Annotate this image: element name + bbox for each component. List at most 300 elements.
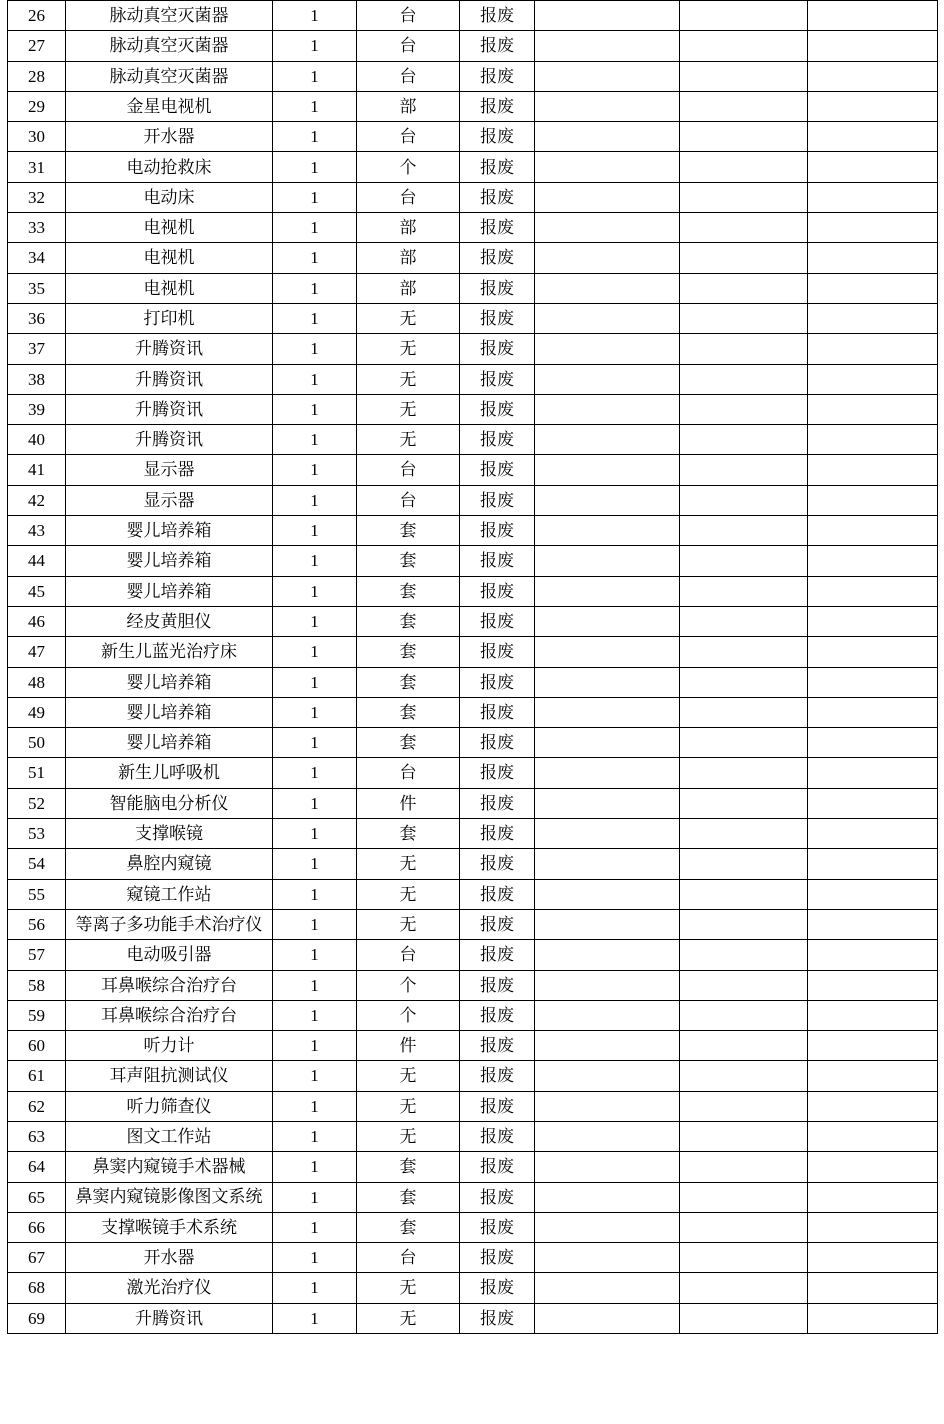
cell-unit: 个 bbox=[357, 152, 460, 182]
table-row bbox=[8, 425, 938, 455]
cell-quantity: 1 bbox=[273, 819, 357, 849]
cell-extra-2 bbox=[680, 637, 808, 667]
cell-extra-3 bbox=[808, 152, 938, 182]
cell-index: 60 bbox=[8, 1031, 66, 1061]
table-row bbox=[8, 182, 938, 212]
cell-state: 报废 bbox=[460, 970, 535, 1000]
cell-extra-1 bbox=[535, 1152, 680, 1182]
cell-state: 报废 bbox=[460, 1000, 535, 1030]
table-row bbox=[8, 667, 938, 697]
cell-asset-name: 升腾资讯 bbox=[66, 364, 273, 394]
cell-unit: 部 bbox=[357, 213, 460, 243]
cell-quantity: 1 bbox=[273, 788, 357, 818]
table-row bbox=[8, 788, 938, 818]
cell-extra-3 bbox=[808, 1303, 938, 1333]
cell-extra-2 bbox=[680, 819, 808, 849]
cell-state: 报废 bbox=[460, 1061, 535, 1091]
cell-extra-1 bbox=[535, 273, 680, 303]
cell-extra-2 bbox=[680, 1182, 808, 1212]
cell-extra-2 bbox=[680, 1000, 808, 1030]
cell-quantity: 1 bbox=[273, 1212, 357, 1242]
cell-extra-2 bbox=[680, 546, 808, 576]
cell-asset-name: 显示器 bbox=[66, 455, 273, 485]
cell-quantity: 1 bbox=[273, 213, 357, 243]
table-row bbox=[8, 1, 938, 31]
cell-state: 报废 bbox=[460, 213, 535, 243]
cell-state: 报废 bbox=[460, 243, 535, 273]
table-row bbox=[8, 606, 938, 636]
cell-extra-3 bbox=[808, 243, 938, 273]
cell-extra-1 bbox=[535, 637, 680, 667]
cell-quantity: 1 bbox=[273, 940, 357, 970]
table-row bbox=[8, 637, 938, 667]
cell-quantity: 1 bbox=[273, 667, 357, 697]
cell-index: 69 bbox=[8, 1303, 66, 1333]
cell-unit: 台 bbox=[357, 940, 460, 970]
cell-extra-2 bbox=[680, 788, 808, 818]
cell-quantity: 1 bbox=[273, 1152, 357, 1182]
cell-extra-3 bbox=[808, 879, 938, 909]
cell-index: 65 bbox=[8, 1182, 66, 1212]
cell-unit: 无 bbox=[357, 909, 460, 939]
cell-extra-1 bbox=[535, 546, 680, 576]
cell-quantity: 1 bbox=[273, 697, 357, 727]
cell-extra-3 bbox=[808, 303, 938, 333]
cell-quantity: 1 bbox=[273, 364, 357, 394]
cell-index: 62 bbox=[8, 1091, 66, 1121]
cell-extra-1 bbox=[535, 909, 680, 939]
cell-asset-name: 新生儿蓝光治疗床 bbox=[66, 637, 273, 667]
cell-extra-2 bbox=[680, 273, 808, 303]
cell-unit: 台 bbox=[357, 1243, 460, 1273]
cell-extra-3 bbox=[808, 516, 938, 546]
cell-index: 32 bbox=[8, 182, 66, 212]
table-row bbox=[8, 213, 938, 243]
cell-extra-2 bbox=[680, 909, 808, 939]
cell-unit: 无 bbox=[357, 1121, 460, 1151]
cell-extra-2 bbox=[680, 667, 808, 697]
cell-extra-1 bbox=[535, 152, 680, 182]
cell-extra-3 bbox=[808, 1061, 938, 1091]
cell-extra-3 bbox=[808, 606, 938, 636]
cell-index: 48 bbox=[8, 667, 66, 697]
cell-unit: 无 bbox=[357, 1091, 460, 1121]
table-row bbox=[8, 243, 938, 273]
cell-extra-1 bbox=[535, 1273, 680, 1303]
cell-unit: 台 bbox=[357, 31, 460, 61]
cell-asset-name: 图文工作站 bbox=[66, 1121, 273, 1151]
table-row bbox=[8, 1182, 938, 1212]
cell-extra-2 bbox=[680, 31, 808, 61]
cell-extra-2 bbox=[680, 61, 808, 91]
cell-extra-1 bbox=[535, 667, 680, 697]
cell-state: 报废 bbox=[460, 1152, 535, 1182]
cell-index: 68 bbox=[8, 1273, 66, 1303]
cell-unit: 套 bbox=[357, 1212, 460, 1242]
cell-state: 报废 bbox=[460, 273, 535, 303]
cell-asset-name: 听力计 bbox=[66, 1031, 273, 1061]
cell-index: 58 bbox=[8, 970, 66, 1000]
cell-extra-2 bbox=[680, 394, 808, 424]
table-row bbox=[8, 1121, 938, 1151]
cell-asset-name: 升腾资讯 bbox=[66, 394, 273, 424]
cell-index: 67 bbox=[8, 1243, 66, 1273]
table-row bbox=[8, 576, 938, 606]
cell-asset-name: 支撑喉镜 bbox=[66, 819, 273, 849]
cell-quantity: 1 bbox=[273, 1091, 357, 1121]
cell-quantity: 1 bbox=[273, 1000, 357, 1030]
table-row bbox=[8, 940, 938, 970]
cell-asset-name: 电动抢救床 bbox=[66, 152, 273, 182]
cell-extra-3 bbox=[808, 849, 938, 879]
table-row bbox=[8, 122, 938, 152]
cell-state: 报废 bbox=[460, 1, 535, 31]
cell-extra-1 bbox=[535, 697, 680, 727]
cell-extra-1 bbox=[535, 91, 680, 121]
table-row bbox=[8, 152, 938, 182]
cell-quantity: 1 bbox=[273, 334, 357, 364]
cell-asset-name: 脉动真空灭菌器 bbox=[66, 1, 273, 31]
cell-extra-1 bbox=[535, 364, 680, 394]
cell-asset-name: 升腾资讯 bbox=[66, 334, 273, 364]
cell-extra-3 bbox=[808, 1091, 938, 1121]
cell-index: 42 bbox=[8, 485, 66, 515]
cell-extra-2 bbox=[680, 425, 808, 455]
cell-unit: 台 bbox=[357, 758, 460, 788]
cell-asset-name: 打印机 bbox=[66, 303, 273, 333]
cell-extra-3 bbox=[808, 1000, 938, 1030]
cell-extra-3 bbox=[808, 970, 938, 1000]
cell-index: 30 bbox=[8, 122, 66, 152]
cell-state: 报废 bbox=[460, 122, 535, 152]
cell-quantity: 1 bbox=[273, 1, 357, 31]
cell-quantity: 1 bbox=[273, 970, 357, 1000]
cell-extra-1 bbox=[535, 819, 680, 849]
cell-extra-2 bbox=[680, 728, 808, 758]
cell-asset-name: 婴儿培养箱 bbox=[66, 546, 273, 576]
cell-quantity: 1 bbox=[273, 909, 357, 939]
cell-asset-name: 鼻窦内窥镜影像图文系统 bbox=[66, 1182, 273, 1212]
cell-state: 报废 bbox=[460, 1182, 535, 1212]
cell-index: 53 bbox=[8, 819, 66, 849]
cell-unit: 套 bbox=[357, 819, 460, 849]
cell-quantity: 1 bbox=[273, 606, 357, 636]
table-row bbox=[8, 455, 938, 485]
cell-state: 报废 bbox=[460, 819, 535, 849]
cell-index: 28 bbox=[8, 61, 66, 91]
cell-index: 41 bbox=[8, 455, 66, 485]
cell-unit: 套 bbox=[357, 576, 460, 606]
cell-asset-name: 等离子多功能手术治疗仪 bbox=[66, 909, 273, 939]
cell-extra-3 bbox=[808, 1212, 938, 1242]
cell-asset-name: 听力筛查仪 bbox=[66, 1091, 273, 1121]
cell-index: 63 bbox=[8, 1121, 66, 1151]
asset-table-body bbox=[8, 1, 938, 1334]
cell-asset-name: 开水器 bbox=[66, 122, 273, 152]
cell-extra-3 bbox=[808, 485, 938, 515]
cell-quantity: 1 bbox=[273, 1273, 357, 1303]
cell-unit: 无 bbox=[357, 879, 460, 909]
cell-unit: 台 bbox=[357, 182, 460, 212]
cell-extra-3 bbox=[808, 1243, 938, 1273]
cell-quantity: 1 bbox=[273, 1303, 357, 1333]
cell-extra-3 bbox=[808, 425, 938, 455]
table-row bbox=[8, 909, 938, 939]
cell-unit: 台 bbox=[357, 61, 460, 91]
cell-unit: 无 bbox=[357, 364, 460, 394]
cell-index: 27 bbox=[8, 31, 66, 61]
table-row bbox=[8, 394, 938, 424]
cell-state: 报废 bbox=[460, 91, 535, 121]
cell-index: 45 bbox=[8, 576, 66, 606]
table-row bbox=[8, 364, 938, 394]
cell-index: 64 bbox=[8, 1152, 66, 1182]
cell-quantity: 1 bbox=[273, 394, 357, 424]
table-row bbox=[8, 879, 938, 909]
cell-state: 报废 bbox=[460, 334, 535, 364]
cell-extra-2 bbox=[680, 516, 808, 546]
cell-extra-2 bbox=[680, 334, 808, 364]
cell-state: 报废 bbox=[460, 182, 535, 212]
cell-asset-name: 电视机 bbox=[66, 243, 273, 273]
cell-state: 报废 bbox=[460, 576, 535, 606]
cell-extra-1 bbox=[535, 1000, 680, 1030]
cell-extra-1 bbox=[535, 849, 680, 879]
cell-asset-name: 婴儿培养箱 bbox=[66, 576, 273, 606]
table-row bbox=[8, 819, 938, 849]
cell-quantity: 1 bbox=[273, 152, 357, 182]
cell-quantity: 1 bbox=[273, 1121, 357, 1151]
cell-index: 39 bbox=[8, 394, 66, 424]
cell-unit: 台 bbox=[357, 1, 460, 31]
cell-extra-3 bbox=[808, 1152, 938, 1182]
cell-state: 报废 bbox=[460, 788, 535, 818]
cell-extra-3 bbox=[808, 364, 938, 394]
cell-asset-name: 新生儿呼吸机 bbox=[66, 758, 273, 788]
cell-extra-2 bbox=[680, 1091, 808, 1121]
cell-extra-2 bbox=[680, 1, 808, 31]
cell-extra-3 bbox=[808, 31, 938, 61]
table-row bbox=[8, 1061, 938, 1091]
cell-extra-3 bbox=[808, 576, 938, 606]
cell-unit: 无 bbox=[357, 849, 460, 879]
cell-index: 46 bbox=[8, 606, 66, 636]
cell-asset-name: 耳声阻抗测试仪 bbox=[66, 1061, 273, 1091]
cell-unit: 无 bbox=[357, 425, 460, 455]
cell-unit: 无 bbox=[357, 394, 460, 424]
cell-extra-2 bbox=[680, 485, 808, 515]
cell-unit: 无 bbox=[357, 1303, 460, 1333]
cell-quantity: 1 bbox=[273, 879, 357, 909]
cell-unit: 套 bbox=[357, 667, 460, 697]
cell-extra-3 bbox=[808, 91, 938, 121]
cell-quantity: 1 bbox=[273, 243, 357, 273]
cell-state: 报废 bbox=[460, 1212, 535, 1242]
cell-extra-1 bbox=[535, 576, 680, 606]
cell-unit: 套 bbox=[357, 1152, 460, 1182]
cell-quantity: 1 bbox=[273, 576, 357, 606]
cell-asset-name: 窥镜工作站 bbox=[66, 879, 273, 909]
cell-index: 61 bbox=[8, 1061, 66, 1091]
cell-extra-3 bbox=[808, 394, 938, 424]
cell-state: 报废 bbox=[460, 394, 535, 424]
cell-extra-1 bbox=[535, 516, 680, 546]
cell-index: 36 bbox=[8, 303, 66, 333]
cell-extra-2 bbox=[680, 1303, 808, 1333]
cell-extra-3 bbox=[808, 334, 938, 364]
cell-extra-3 bbox=[808, 1182, 938, 1212]
cell-quantity: 1 bbox=[273, 91, 357, 121]
cell-extra-1 bbox=[535, 1, 680, 31]
cell-state: 报废 bbox=[460, 1091, 535, 1121]
cell-state: 报废 bbox=[460, 31, 535, 61]
cell-extra-3 bbox=[808, 546, 938, 576]
cell-unit: 无 bbox=[357, 303, 460, 333]
cell-extra-1 bbox=[535, 394, 680, 424]
cell-unit: 套 bbox=[357, 516, 460, 546]
cell-extra-1 bbox=[535, 31, 680, 61]
cell-extra-1 bbox=[535, 1031, 680, 1061]
cell-extra-1 bbox=[535, 879, 680, 909]
cell-extra-2 bbox=[680, 455, 808, 485]
cell-quantity: 1 bbox=[273, 546, 357, 576]
cell-state: 报废 bbox=[460, 1273, 535, 1303]
cell-asset-name: 脉动真空灭菌器 bbox=[66, 61, 273, 91]
cell-asset-name: 耳鼻喉综合治疗台 bbox=[66, 970, 273, 1000]
cell-quantity: 1 bbox=[273, 31, 357, 61]
cell-index: 40 bbox=[8, 425, 66, 455]
cell-state: 报废 bbox=[460, 849, 535, 879]
table-row bbox=[8, 1152, 938, 1182]
cell-index: 29 bbox=[8, 91, 66, 121]
cell-extra-1 bbox=[535, 1182, 680, 1212]
cell-state: 报废 bbox=[460, 606, 535, 636]
cell-quantity: 1 bbox=[273, 849, 357, 879]
cell-extra-3 bbox=[808, 273, 938, 303]
cell-extra-2 bbox=[680, 1273, 808, 1303]
cell-extra-1 bbox=[535, 334, 680, 364]
cell-extra-1 bbox=[535, 213, 680, 243]
cell-index: 56 bbox=[8, 909, 66, 939]
cell-state: 报废 bbox=[460, 364, 535, 394]
cell-extra-2 bbox=[680, 1212, 808, 1242]
cell-asset-name: 激光治疗仪 bbox=[66, 1273, 273, 1303]
cell-asset-name: 支撑喉镜手术系统 bbox=[66, 1212, 273, 1242]
cell-asset-name: 显示器 bbox=[66, 485, 273, 515]
cell-state: 报废 bbox=[460, 909, 535, 939]
cell-quantity: 1 bbox=[273, 1031, 357, 1061]
cell-extra-3 bbox=[808, 637, 938, 667]
table-row bbox=[8, 516, 938, 546]
cell-extra-1 bbox=[535, 788, 680, 818]
cell-index: 43 bbox=[8, 516, 66, 546]
cell-extra-3 bbox=[808, 758, 938, 788]
cell-quantity: 1 bbox=[273, 455, 357, 485]
cell-state: 报废 bbox=[460, 1121, 535, 1151]
cell-state: 报废 bbox=[460, 485, 535, 515]
cell-extra-3 bbox=[808, 1273, 938, 1303]
cell-index: 33 bbox=[8, 213, 66, 243]
cell-asset-name: 电动吸引器 bbox=[66, 940, 273, 970]
cell-asset-name: 鼻窦内窥镜手术器械 bbox=[66, 1152, 273, 1182]
table-row bbox=[8, 91, 938, 121]
cell-unit: 套 bbox=[357, 697, 460, 727]
table-row bbox=[8, 1031, 938, 1061]
table-row bbox=[8, 31, 938, 61]
cell-extra-3 bbox=[808, 122, 938, 152]
cell-unit: 部 bbox=[357, 91, 460, 121]
cell-extra-3 bbox=[808, 819, 938, 849]
cell-quantity: 1 bbox=[273, 1061, 357, 1091]
cell-asset-name: 鼻腔内窥镜 bbox=[66, 849, 273, 879]
cell-unit: 台 bbox=[357, 122, 460, 152]
cell-asset-name: 婴儿培养箱 bbox=[66, 728, 273, 758]
cell-extra-1 bbox=[535, 1212, 680, 1242]
table-row bbox=[8, 697, 938, 727]
cell-unit: 套 bbox=[357, 546, 460, 576]
table-row bbox=[8, 273, 938, 303]
cell-state: 报废 bbox=[460, 546, 535, 576]
cell-index: 57 bbox=[8, 940, 66, 970]
cell-state: 报废 bbox=[460, 728, 535, 758]
cell-extra-2 bbox=[680, 576, 808, 606]
cell-index: 35 bbox=[8, 273, 66, 303]
cell-asset-name: 耳鼻喉综合治疗台 bbox=[66, 1000, 273, 1030]
cell-state: 报废 bbox=[460, 667, 535, 697]
cell-extra-2 bbox=[680, 1061, 808, 1091]
cell-quantity: 1 bbox=[273, 1243, 357, 1273]
cell-extra-3 bbox=[808, 788, 938, 818]
cell-unit: 部 bbox=[357, 273, 460, 303]
cell-index: 44 bbox=[8, 546, 66, 576]
cell-index: 55 bbox=[8, 879, 66, 909]
table-row bbox=[8, 1212, 938, 1242]
cell-state: 报废 bbox=[460, 697, 535, 727]
cell-quantity: 1 bbox=[273, 1182, 357, 1212]
cell-extra-2 bbox=[680, 152, 808, 182]
cell-extra-1 bbox=[535, 1243, 680, 1273]
cell-quantity: 1 bbox=[273, 425, 357, 455]
cell-asset-name: 升腾资讯 bbox=[66, 1303, 273, 1333]
table-row bbox=[8, 303, 938, 333]
cell-extra-3 bbox=[808, 909, 938, 939]
cell-index: 31 bbox=[8, 152, 66, 182]
cell-extra-1 bbox=[535, 182, 680, 212]
cell-extra-2 bbox=[680, 243, 808, 273]
cell-unit: 件 bbox=[357, 788, 460, 818]
cell-asset-name: 经皮黄胆仪 bbox=[66, 606, 273, 636]
cell-extra-1 bbox=[535, 1091, 680, 1121]
cell-index: 34 bbox=[8, 243, 66, 273]
cell-extra-2 bbox=[680, 1121, 808, 1151]
cell-quantity: 1 bbox=[273, 61, 357, 91]
table-row bbox=[8, 758, 938, 788]
cell-extra-2 bbox=[680, 303, 808, 333]
table-row bbox=[8, 546, 938, 576]
cell-state: 报废 bbox=[460, 1303, 535, 1333]
cell-unit: 台 bbox=[357, 485, 460, 515]
table-row bbox=[8, 61, 938, 91]
cell-index: 50 bbox=[8, 728, 66, 758]
table-row bbox=[8, 334, 938, 364]
cell-state: 报废 bbox=[460, 879, 535, 909]
cell-asset-name: 电视机 bbox=[66, 213, 273, 243]
cell-unit: 套 bbox=[357, 606, 460, 636]
cell-index: 26 bbox=[8, 1, 66, 31]
cell-index: 59 bbox=[8, 1000, 66, 1030]
cell-extra-3 bbox=[808, 455, 938, 485]
cell-unit: 套 bbox=[357, 637, 460, 667]
